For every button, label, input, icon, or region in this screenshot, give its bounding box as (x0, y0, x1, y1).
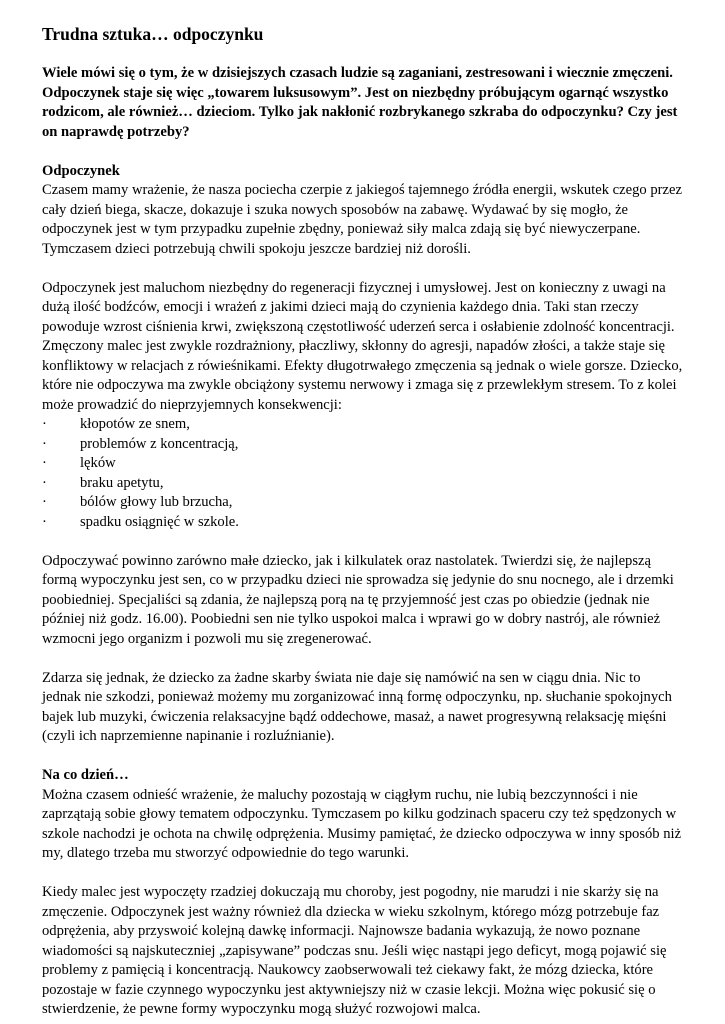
bullet-icon: · (42, 416, 47, 432)
section1-paragraph-1: Czasem mamy wrażenie, że nasza pociecha czerpie z jakiegoś tajemnego źródła energii, wskutek czego przez cały dzień biega, skacze, dokazuje i szuka nowych sposobów na zabawę. Wydawać by się mogło, że odpoczynek jest w tym przypadku zupełnie zbędny, ponieważ siły malca zdają się być niewyczerpane. Tymczasem dzieci potrzebują chwili spokoju jeszcze bardziej niż dorośli. (42, 182, 682, 257)
bullet-icon: · (42, 513, 47, 530)
article-title: Trudna sztuka… odpoczynku (42, 24, 264, 44)
list-item (42, 415, 683, 435)
section2-paragraph-2: Kiedy malec jest wypoczęty rzadziej dokuczają mu choroby, jest pogodny, nie marudzi i nie skarży się na zmęczenie. Odpoczynek jest ważny również dla dziecka w wieku szkolnym, którego mózg potrzebuje faz odprężenia, aby przyswoić kolejną dawkę informacji. Najnowsze badania wykazują, że nowo poznane wiadomości są najskuteczniej „zapisywane” podczas snu. Jeśli więc nastąpi jego deficyt, mogą pojawić się problemy z pamięcią i koncentracją. Naukowcy zaobserwowali też ciekawy fakt, że mózg dziecka, które pozostaje w fazie czynnego wypoczynku jest aktywniejszy niż w czasie lekcji. Można więc pokusić się o stwierdzenie, że pewne formy wypoczynku mogą służyć rozwojowi malca. (42, 884, 667, 1017)
section1-paragraph-4: Zdarza się jednak, że dziecko za żadne skarby świata nie daje się namówić na sen w ciągu dnia. Nic to jednak nie szkodzi, ponieważ możemy mu zorganizować inną formę odpoczynku, np. słuchanie spokojnych bajek lub muzyki, ćwiczenia relaksacyjne bądź oddechowe, masaż, a nawet progresywną relaksację mięśni (czyli ich naprzemienne napinanie i rozluźnianie). (42, 669, 672, 744)
list-item-text: problemów z koncentracją, (80, 435, 239, 452)
section-heading-odpoczynek: Odpoczynek (42, 162, 120, 179)
list-item (42, 493, 683, 513)
consequences-list (42, 415, 683, 532)
list-item-text: spadku osiągnięć w szkole. (80, 513, 239, 530)
list-item (42, 454, 683, 474)
list-item (42, 474, 683, 494)
article-lead: Wiele mówi się o tym, że w dzisiejszych czasach ludzie są zaganiani, zestresowani i wiecznie zmęczeni. Odpoczynek staje się więc „towarem luksusowym”. Jest on niezbędny próbującym ogarnąć wszystko rodzicom, ale również… dzieciom. Tylko jak nakłonić rozbrykanego szkraba do odpoczynku? Czy jest on naprawdę potrzeby? (42, 65, 678, 140)
list-item (42, 513, 683, 533)
list-item (42, 435, 683, 455)
list-item-text: braku apetytu, (80, 474, 164, 491)
list-item-text: bólów głowy lub brzucha, (80, 494, 233, 510)
list-item-text: lęków (80, 455, 116, 471)
section1-paragraph-2: Odpoczynek jest maluchom niezbędny do regeneracji fizycznej i umysłowej. Jest on konieczny z uwagi na dużą ilość bodźców, emocji i wrażeń z jakimi dzieci mają do czynienia każdego dnia. Taki stan rzeczy powoduje wzrost ciśnienia krwi, zwiększoną częstotliwość uderzeń serca i osłabienie zdolność koncentracji. Zmęczony malec jest zwykle rozdrażniony, płaczliwy, skłonny do agresji, napadów złości, a także staje się konfliktowy w relacjach z rówieśnikami. Efekty długotrwałego zmęczenia są jednak o wiele gorsze. Dziecko, które nie odpoczywa ma zwykle obciążony systemu nerwowy i zmaga się z przewlekłym stresem. To z kolei może prowadzić do nieprzyjemnych konsekwencji: (42, 279, 683, 413)
bullet-icon: · (42, 455, 47, 471)
list-item-text: kłopotów ze snem, (80, 416, 190, 432)
section2-paragraph-1: Można czasem odnieść wrażenie, że maluchy pozostają w ciągłym ruchu, nie lubią bezczynności i nie zaprzątają sobie głowy tematem odpoczynku. Tymczasem po kilku godzinach spaceru czy też spędzonych w szkole nachodzi je ochota na chwilę odprężenia. Musimy pamiętać, że dziecko odpoczywa w inny sposób niż my, dlatego trzeba mu stworzyć odpowiednie do tego warunki. (42, 786, 682, 861)
section1-paragraph-3: Odpoczywać powinno zarówno małe dziecko, jak i kilkulatek oraz nastolatek. Twierdzi się, że najlepszą formą wypoczynku jest sen, co w przypadku dzieci nie sprowadza się jedynie do snu nocnego, ale i drzemki poobiedniej. Specjaliści są zdania, że najlepszą porą na tę przyjemność jest czas po obiedzie (jednak nie później niż godz. 16.00). Poobiedni sen nie tylko uspokoi malca i wprawi go w dobry nastrój, ale również wzmocni jego organizm i pozwoli mu się zregenerować. (42, 552, 674, 647)
bullet-icon: · (42, 435, 47, 452)
bullet-icon: · (42, 494, 47, 510)
section-heading-na-co-dzien: Na co dzień… (42, 767, 129, 783)
bullet-icon: · (42, 474, 47, 491)
